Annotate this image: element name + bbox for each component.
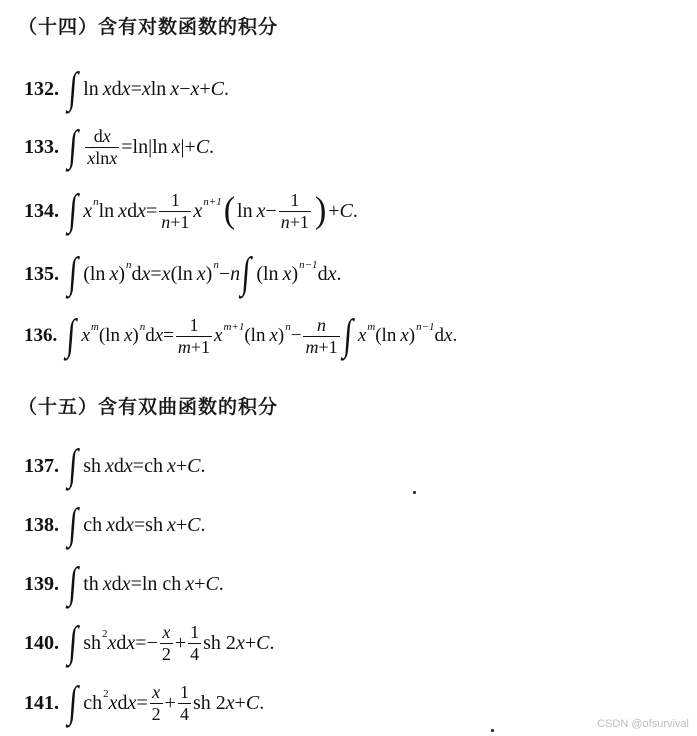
math-var: x — [121, 77, 131, 100]
formula-number: 135. — [24, 262, 59, 285]
math-var: x — [193, 199, 203, 222]
math-var: x — [106, 513, 115, 536]
paren: ( — [223, 190, 236, 231]
math-text: + — [199, 77, 211, 100]
math-text: sh 2 — [203, 631, 236, 654]
math-text: ch — [83, 691, 103, 714]
fraction — [303, 315, 339, 357]
math-text: ln — [83, 77, 99, 100]
formula-137 — [24, 441, 206, 490]
integral-sign: ∫ — [67, 678, 80, 727]
numerator: 1 — [189, 315, 199, 335]
watermark: CSDN @ofsurvival — [597, 718, 689, 730]
math-text: ln — [98, 199, 115, 222]
math-var: x — [123, 454, 133, 477]
math-text: d — [317, 262, 328, 285]
formula-number: 136. — [24, 325, 58, 347]
scan-speck — [491, 729, 494, 732]
math-var: x — [87, 147, 96, 168]
math-text: ) — [118, 262, 125, 285]
denominator: 4 — [179, 703, 189, 724]
math-text: . — [218, 572, 224, 595]
math-var: m — [305, 336, 319, 357]
math-text: +1 — [190, 336, 211, 357]
math-var: x — [121, 572, 131, 595]
formula-134 — [24, 186, 358, 235]
numerator: 1 — [179, 682, 189, 702]
numerator: x — [152, 682, 161, 702]
math-text: d — [145, 325, 155, 347]
superscript: n — [285, 321, 291, 334]
math-text: = — [145, 199, 158, 222]
math-var: x — [214, 325, 223, 347]
math-var: C — [195, 135, 210, 158]
math-text: =sh — [133, 513, 163, 536]
formula-133 — [24, 122, 215, 171]
math-var: x — [102, 126, 111, 146]
math-text: − — [218, 262, 231, 285]
math-text: ch — [83, 513, 103, 536]
math-var: x — [235, 631, 245, 654]
numerator: x — [162, 622, 171, 642]
math-text: ) — [291, 262, 299, 285]
math-var: x — [185, 572, 195, 595]
fraction — [188, 622, 201, 664]
math-text: ) — [132, 325, 139, 347]
superscript: m+1 — [223, 321, 245, 334]
math-text: =− — [135, 631, 158, 654]
math-text: (ln — [170, 262, 193, 285]
integral-sign: ∫ — [65, 311, 78, 360]
superscript: m — [367, 321, 376, 334]
math-var: x — [154, 325, 164, 347]
math-text: . — [352, 199, 358, 222]
math-var: x — [108, 691, 118, 714]
math-text: d — [434, 325, 445, 347]
formula-number: 132. — [24, 77, 59, 100]
math-text: . — [259, 691, 265, 714]
math-text: d — [117, 691, 128, 714]
math-text: =ch — [132, 454, 163, 477]
math-var: x — [118, 199, 128, 222]
math-text: = — [136, 691, 148, 714]
math-text: (ln — [98, 325, 120, 347]
denominator: 4 — [190, 643, 200, 664]
superscript: n+1 — [203, 196, 222, 209]
formula-139 — [24, 559, 224, 608]
math-var: x — [190, 77, 200, 100]
math-text: = — [150, 262, 162, 285]
formula-number: 141. — [24, 691, 59, 714]
math-var: x — [357, 325, 367, 347]
fraction — [85, 126, 119, 168]
integral-sign: ∫ — [67, 186, 80, 235]
integral-sign: ∫ — [240, 249, 253, 298]
math-text: . — [209, 135, 215, 158]
math-var: x — [161, 262, 171, 285]
formula-135 — [24, 249, 342, 298]
math-var: x — [109, 147, 118, 168]
math-var: x — [126, 631, 136, 654]
formula-136 — [24, 311, 458, 360]
math-var: x — [83, 199, 93, 222]
math-var: x — [444, 325, 453, 347]
math-text: = — [163, 325, 174, 347]
math-var: x — [327, 262, 337, 285]
scan-speck — [413, 491, 416, 494]
superscript: m — [90, 321, 99, 334]
math-text: . — [200, 454, 206, 477]
math-text: . — [336, 262, 342, 285]
math-text: sh 2 — [192, 691, 226, 714]
math-text: + — [175, 513, 188, 536]
math-text: + — [175, 454, 188, 477]
math-text: ) — [408, 325, 416, 347]
math-text: − — [290, 325, 302, 347]
math-var: C — [339, 199, 353, 222]
math-var: x — [170, 77, 180, 100]
math-text: (ln — [256, 262, 279, 285]
math-var: x — [125, 513, 134, 536]
math-text: ln — [95, 147, 110, 168]
math-text: (ln — [244, 325, 266, 347]
fraction — [178, 682, 191, 724]
math-var: C — [205, 572, 219, 595]
integral-sign: ∫ — [67, 122, 80, 171]
math-var: x — [400, 325, 409, 347]
math-var: x — [127, 691, 137, 714]
math-text: + — [174, 631, 187, 654]
math-text: d — [113, 454, 124, 477]
integral-sign: ∫ — [67, 559, 80, 608]
numerator: 1 — [190, 622, 200, 642]
math-text: . — [269, 631, 275, 654]
math-text: . — [452, 325, 458, 347]
math-var: x — [166, 513, 176, 536]
math-var: m — [177, 336, 191, 357]
formula-number: 138. — [24, 513, 59, 536]
math-text: =ln ch — [130, 572, 182, 595]
denominator: 2 — [161, 643, 171, 664]
fraction — [176, 315, 212, 357]
formula-132 — [24, 64, 229, 113]
integral-sign: ∫ — [67, 441, 80, 490]
math-var: x — [81, 325, 90, 347]
superscript: n−1 — [299, 259, 318, 271]
math-text: sh — [83, 454, 102, 477]
math-text: ) — [277, 325, 285, 347]
math-text: |+ — [180, 135, 196, 158]
formula-number: 133. — [24, 135, 59, 158]
math-text: ln — [237, 199, 253, 222]
math-var: x — [196, 262, 206, 285]
math-text: d — [115, 513, 125, 536]
math-var: C — [187, 513, 201, 536]
formula-number: 139. — [24, 572, 59, 595]
formula-number: 137. — [24, 454, 59, 477]
fraction — [279, 190, 311, 232]
section-heading-hyperbolic: （十五）含有双曲函数的积分 — [18, 396, 279, 418]
superscript: n−1 — [416, 321, 435, 334]
math-var: x — [102, 77, 112, 100]
math-text: + — [234, 691, 246, 714]
formula-138 — [24, 500, 206, 549]
math-text: sh — [83, 631, 102, 654]
math-var: x — [282, 262, 292, 285]
integral-sign: ∫ — [67, 249, 80, 298]
math-text: . — [200, 513, 206, 536]
math-var: x — [225, 691, 235, 714]
integral-sign: ∫ — [67, 64, 80, 113]
math-text: + — [194, 572, 206, 595]
math-text: d — [111, 77, 122, 100]
numerator: 1 — [170, 190, 180, 210]
math-var: n — [230, 262, 241, 285]
math-var: x — [141, 262, 151, 285]
superscript: n — [93, 196, 99, 209]
formula-140 — [24, 618, 275, 667]
math-text: ln — [150, 77, 167, 100]
superscript: n — [126, 259, 132, 271]
integral-sign: ∫ — [67, 618, 80, 667]
math-text: − — [179, 77, 191, 100]
superscript: 2 — [102, 628, 108, 641]
math-text: d — [127, 199, 138, 222]
math-text: + — [328, 199, 340, 222]
math-var: C — [187, 454, 201, 477]
math-text: + — [164, 691, 176, 714]
math-var: C — [245, 691, 260, 714]
math-var: x — [107, 631, 117, 654]
math-text: d — [111, 572, 122, 595]
math-text: (ln — [375, 325, 397, 347]
math-text: =ln|ln — [121, 135, 168, 158]
math-text: ) — [205, 262, 213, 285]
math-text: +1 — [318, 336, 338, 357]
math-var: x — [269, 325, 278, 347]
math-var: x — [141, 77, 151, 100]
math-text: (ln — [83, 262, 106, 285]
numerator: n — [317, 315, 327, 335]
numerator: 1 — [290, 190, 300, 210]
math-text: = — [130, 77, 142, 100]
integral-sign: ∫ — [67, 500, 80, 549]
math-text: d — [131, 262, 142, 285]
math-var: n — [161, 211, 171, 232]
formula-number: 140. — [24, 631, 59, 654]
superscript: n — [213, 259, 219, 271]
fraction — [159, 190, 191, 232]
math-text: +1 — [289, 211, 309, 232]
math-text: . — [223, 77, 229, 100]
superscript: n — [139, 321, 146, 334]
formula-number: 134. — [24, 199, 59, 222]
math-var: n — [280, 211, 290, 232]
math-var: C — [256, 631, 270, 654]
math-var: x — [123, 325, 133, 347]
fraction — [150, 682, 163, 724]
math-text: d — [116, 631, 127, 654]
superscript: 2 — [103, 688, 109, 701]
section-heading-log: （十四）含有对数函数的积分 — [18, 16, 279, 38]
math-text: + — [244, 631, 257, 654]
math-text: +1 — [170, 211, 190, 232]
denominator: 2 — [151, 703, 161, 724]
math-var: x — [102, 572, 112, 595]
math-var: x — [109, 262, 119, 285]
math-text: − — [265, 199, 277, 222]
math-text: th — [83, 572, 99, 595]
math-var: x — [105, 454, 114, 477]
math-var: x — [256, 199, 266, 222]
math-var: C — [210, 77, 224, 100]
math-var: x — [171, 135, 181, 158]
integral-sign: ∫ — [341, 311, 354, 360]
math-var: x — [137, 199, 146, 222]
paren: ) — [314, 190, 327, 231]
formula-141 — [24, 678, 265, 727]
fraction — [160, 622, 173, 664]
math-text: d — [93, 126, 103, 146]
math-var: x — [166, 454, 176, 477]
